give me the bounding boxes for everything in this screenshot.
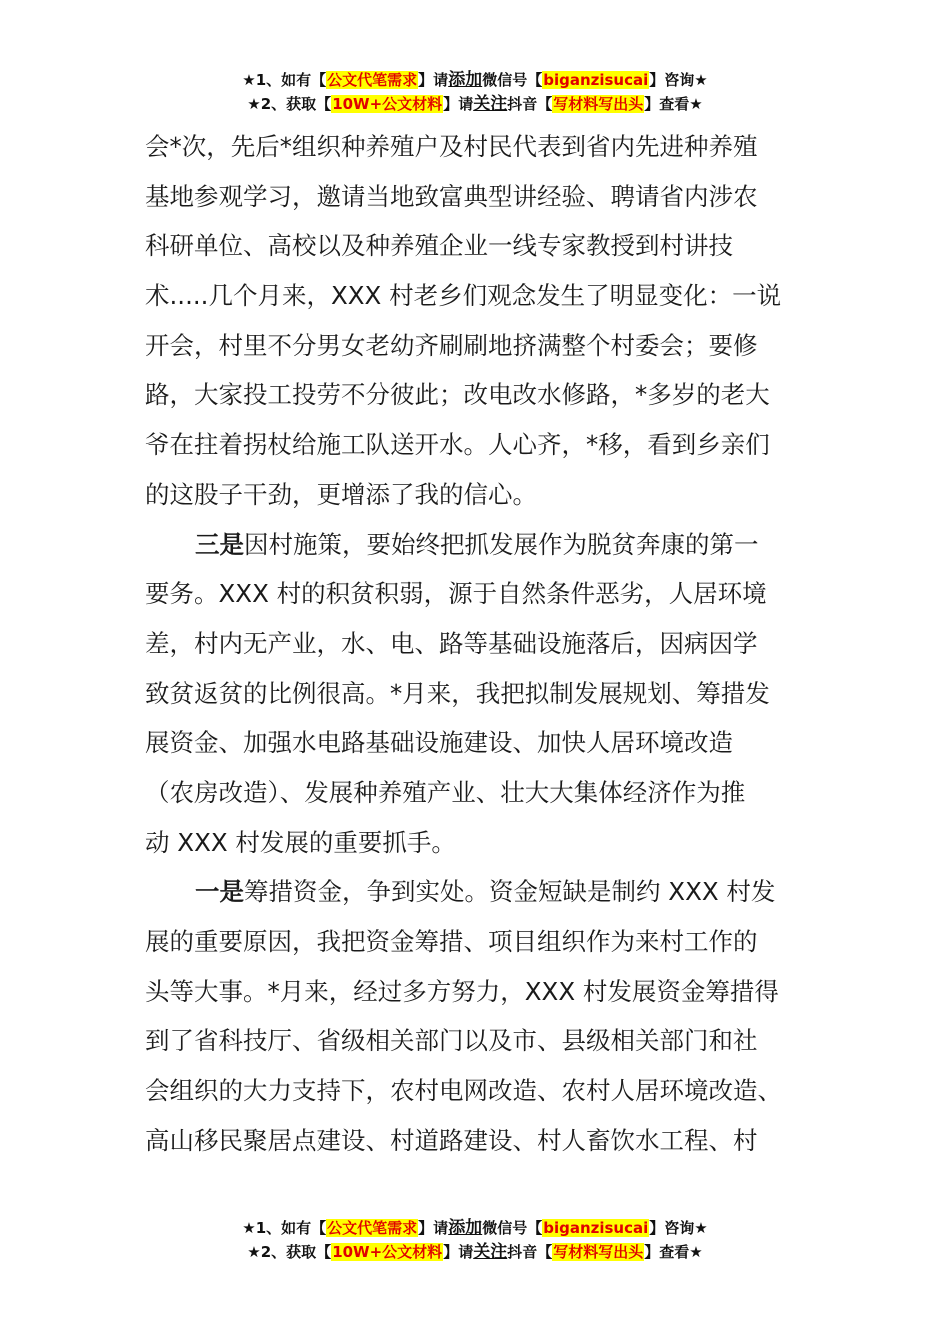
- banner-line-1: ★1、如有【公文代笔需求】请添加微信号【biganzisucai】咨询★: [242, 70, 708, 90]
- highlight-service: 公文代笔需求: [327, 71, 418, 89]
- banner-line-2: ★2、获取【10W+公文材料】请关注抖音【写材料写出头】查看★: [247, 1242, 703, 1262]
- text-line: 高山移民聚居点建设、村道路建设、村人畜饮水工程、村: [145, 1125, 758, 1155]
- text-line: 头等大事。*月来，经过多方努力，XXX 村发展资金筹措得: [145, 976, 779, 1006]
- banner-line-2: ★2、获取【10W+公文材料】请关注抖音【写材料写出头】查看★: [247, 94, 703, 114]
- star-icon: ★: [242, 1219, 256, 1237]
- paragraph-lead: 三是: [195, 529, 244, 559]
- text-line: 科研单位、高校以及种养殖企业一线专家教授到村讲技: [145, 231, 733, 261]
- text-line: 基地参观学习，邀请当地致富典型讲经验、聘请省内涉农: [145, 181, 758, 211]
- highlight-materials: 10W+公文材料: [332, 95, 443, 113]
- document-body: [145, 122, 807, 1165]
- paragraph-lead: 一是: [195, 877, 244, 907]
- text-line: 展资金、加强水电路基础设施建设、加快人居环境改造: [145, 728, 733, 758]
- text-line: 的这股子干劲，更增添了我的信心。: [145, 479, 537, 509]
- text-line: 会*次，先后*组织种养殖户及村民代表到省内先进种养殖: [145, 132, 758, 161]
- star-icon: ★: [242, 71, 256, 89]
- highlight-service: 公文代笔需求: [327, 1219, 418, 1237]
- text-line: 动 XXX 村发展的重要抓手。: [145, 827, 456, 857]
- text-line: 路，大家投工投劳不分彼此；改电改水修路，*多岁的老大: [145, 380, 770, 410]
- highlight-wechat-id: biganzisucai: [543, 1219, 649, 1237]
- text-line: 会组织的大力支持下，农村电网改造、农村人居环境改造、: [145, 1076, 782, 1106]
- text-line: 开会，村里不分男女老幼齐刷刷地挤满整个村委会；要修: [145, 330, 758, 360]
- text-line: 差，村内无产业，水、电、路等基础设施落后，因病因学: [145, 628, 758, 658]
- text-line: 要务。XXX 村的积贫积弱，源于自然条件恶劣，人居环境: [145, 579, 767, 609]
- banner-line-1: ★1、如有【公文代笔需求】请添加微信号【biganzisucai】咨询★: [242, 1218, 708, 1238]
- paragraph-3: [145, 867, 807, 1165]
- footer-banner: [0, 1216, 950, 1264]
- paragraph-1: [145, 122, 807, 520]
- text-line: 到了省科技厅、省级相关部门以及市、县级相关部门和社: [145, 1026, 758, 1056]
- paragraph-2: [145, 520, 807, 868]
- text-line: 术.....几个月来，XXX 村老乡们观念发生了明显变化：一说: [145, 281, 782, 311]
- highlight-wechat-id: biganzisucai: [543, 71, 649, 89]
- highlight-douyin-account: 写材料写出头: [553, 1243, 644, 1261]
- text-line: （农房改造）、发展种养殖产业、壮大大集体经济作为推: [145, 777, 746, 807]
- text-line: 爷在拄着拐杖给施工队送开水。人心齐，*移，看到乡亲们: [145, 430, 770, 460]
- highlight-douyin-account: 写材料写出头: [553, 95, 644, 113]
- header-banner: [0, 68, 950, 116]
- star-icon: ★: [247, 95, 261, 113]
- text-line: 展的重要原因，我把资金筹措、项目组织作为来村工作的: [145, 927, 758, 956]
- star-icon: ★: [247, 1243, 261, 1261]
- text-line: 致贫返贫的比例很高。*月来，我把拟制发展规划、筹措发: [145, 678, 770, 708]
- text-line: 三是因村施策，要始终把抓发展作为脱贫奔康的第一: [195, 529, 759, 559]
- text-line: 一是筹措资金，争到实处。资金短缺是制约 XXX 村发: [195, 877, 776, 907]
- highlight-materials: 10W+公文材料: [332, 1243, 443, 1261]
